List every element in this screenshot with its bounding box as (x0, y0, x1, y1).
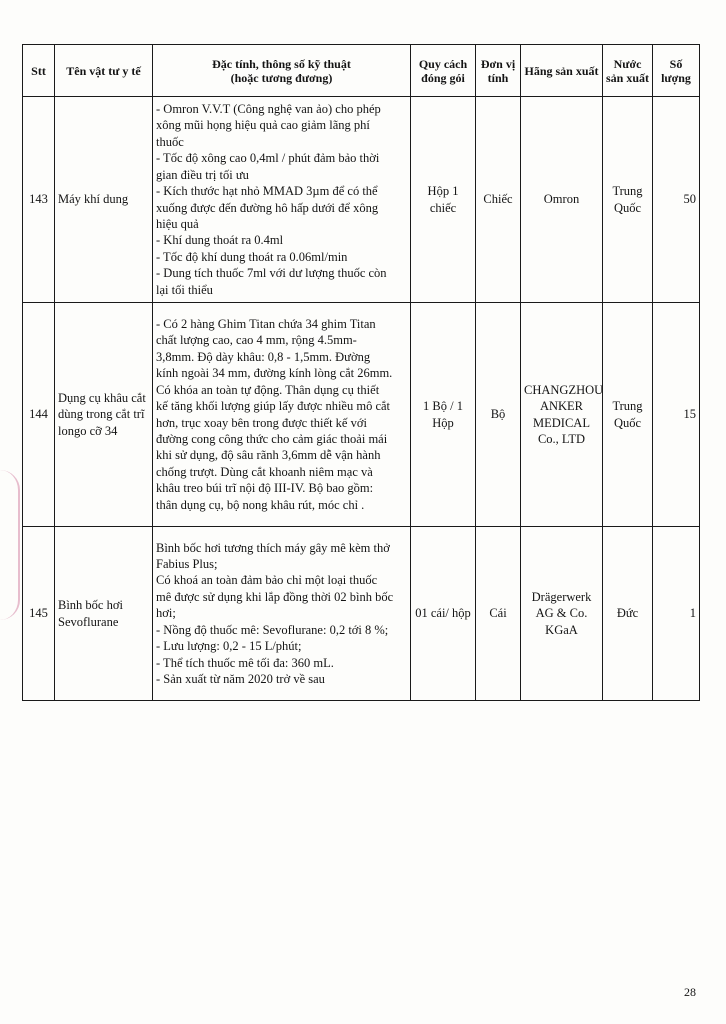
spec-line: - Omron V.V.T (Công nghệ van ảo) cho phép (156, 102, 381, 117)
row-name: Máy khí dung (55, 97, 153, 303)
row-unit: Chiếc (476, 97, 521, 303)
spec-line: kế tăng khối lượng giúp lấy được nhiều mô cắt (156, 399, 391, 414)
row-packing: 1 Bộ / 1 Hộp (411, 303, 476, 527)
spec-line: xuống được đến đường hô hấp dưới để xông (156, 200, 379, 215)
spec-line: Có khoá an toàn đảm bảo chỉ một loại thuốc (156, 573, 378, 588)
row-quantity: 50 (653, 97, 700, 303)
row-stt: 143 (23, 97, 55, 303)
spec-line: thuốc (156, 134, 184, 149)
header-spec-line1: Đặc tính, thông số kỹ thuật (212, 56, 351, 71)
spec-line: hơn, trục xoay bên trong được thiết kế với (156, 415, 367, 430)
spec-line: mê được sử dụng khi lắp đồng thời 02 bình bốc (156, 589, 394, 604)
row-packing: 01 cái/ hộp (411, 527, 476, 701)
header-name: Tên vật tư y tế (55, 45, 153, 97)
row-unit: Bộ (476, 303, 521, 527)
row-manufacturer: Drägerwerk AG & Co. KGaA (521, 527, 603, 701)
table-header-row (23, 45, 700, 97)
spec-line: gian điều trị tối ưu (156, 167, 249, 182)
spec-line: hiệu quả (156, 216, 199, 231)
equipment-spec-table (22, 44, 700, 701)
row-name: Dụng cụ khâu cắt dùng trong cắt trĩ longo cỡ 34 (55, 303, 153, 527)
spec-line: - Tốc độ xông cao 0,4ml / phút đảm bảo thời (156, 151, 380, 166)
spec-line: - Khí dung thoát ra 0.4ml (156, 233, 284, 248)
spec-line: - Kích thước hạt nhỏ MMAD 3µm để có thể (156, 184, 378, 199)
spec-line: - Sản xuất từ năm 2020 trở về sau (156, 671, 325, 686)
row-spec (153, 527, 411, 701)
header-stt: Stt (23, 45, 55, 97)
spec-line: - Dung tích thuốc 7ml với dư lượng thuốc còn (156, 266, 387, 281)
spec-line: hơi; (156, 606, 176, 621)
stamp-mark (0, 470, 20, 620)
spec-line: 3,8mm. Độ dày khâu: 0,8 - 1,5mm. Đường (156, 349, 371, 364)
spec-line: kính ngoài 34 mm, đường kính lòng cắt 26mm. (156, 366, 393, 381)
table-row (23, 97, 700, 303)
header-quantity: Số lượng (653, 45, 700, 97)
spec-line: - Có 2 hàng Ghim Titan chứa 34 ghim Titan (156, 317, 376, 332)
spec-line: Fabius Plus; (156, 557, 218, 572)
row-country: Đức (603, 527, 653, 701)
row-manufacturer: CHANGZHOU ANKER MEDICAL Co., LTD (521, 303, 603, 527)
spec-line: đường cong công thức cho cảm giác thoải mái (156, 431, 388, 446)
row-packing: Hộp 1 chiếc (411, 97, 476, 303)
row-unit: Cái (476, 527, 521, 701)
row-country: Trung Quốc (603, 97, 653, 303)
table-row (23, 303, 700, 527)
header-manufacturer: Hãng sản xuất (521, 45, 603, 97)
row-spec (153, 97, 411, 303)
spec-line: Bình bốc hơi tương thích máy gây mê kèm thở (156, 540, 390, 555)
spec-line: - Thể tích thuốc mê tối đa: 360 mL. (156, 655, 334, 670)
spec-line: Có khóa an toàn tự động. Thân dụng cụ thiết (156, 382, 380, 397)
row-quantity: 1 (653, 527, 700, 701)
spec-line: khi sử dụng, độ sâu rãnh 3,6mm dễ vận hành (156, 448, 381, 463)
spec-line: chất lượng cao, cao 4 mm, rộng 4.5mm- (156, 333, 357, 348)
header-country: Nước sản xuất (603, 45, 653, 97)
row-spec (153, 303, 411, 527)
spec-line: xông mũi họng hiệu quả cao giảm lãng phí (156, 118, 370, 133)
header-packing: Quy cách đóng gói (411, 45, 476, 97)
spec-line: - Lưu lượng: 0,2 - 15 L/phút; (156, 639, 302, 654)
row-stt: 145 (23, 527, 55, 701)
spec-line: - Nồng độ thuốc mê: Sevoflurane: 0,2 tới 8 %; (156, 622, 389, 637)
page-number: 28 (684, 985, 696, 999)
spec-line: khâu treo búi trĩ nội độ III-IV. Bộ bao gồm: (156, 481, 374, 496)
spec-line: chống trượt. Dùng cắt khoanh niêm mạc và (156, 464, 373, 479)
row-country: Trung Quốc (603, 303, 653, 527)
table-row (23, 527, 700, 701)
spec-line: - Tốc độ khí dung thoát ra 0.06ml/min (156, 249, 348, 264)
spec-line: thân dụng cụ, bộ nong khâu rút, móc chỉ . (156, 497, 365, 512)
header-spec-line2: (hoặc tương đương) (230, 70, 333, 85)
row-quantity: 15 (653, 303, 700, 527)
spec-line: lại tối thiểu (156, 282, 213, 297)
header-unit: Đơn vị tính (476, 45, 521, 97)
header-spec (153, 45, 411, 97)
row-manufacturer: Omron (521, 97, 603, 303)
row-stt: 144 (23, 303, 55, 527)
row-name: Bình bốc hơi Sevoflurane (55, 527, 153, 701)
